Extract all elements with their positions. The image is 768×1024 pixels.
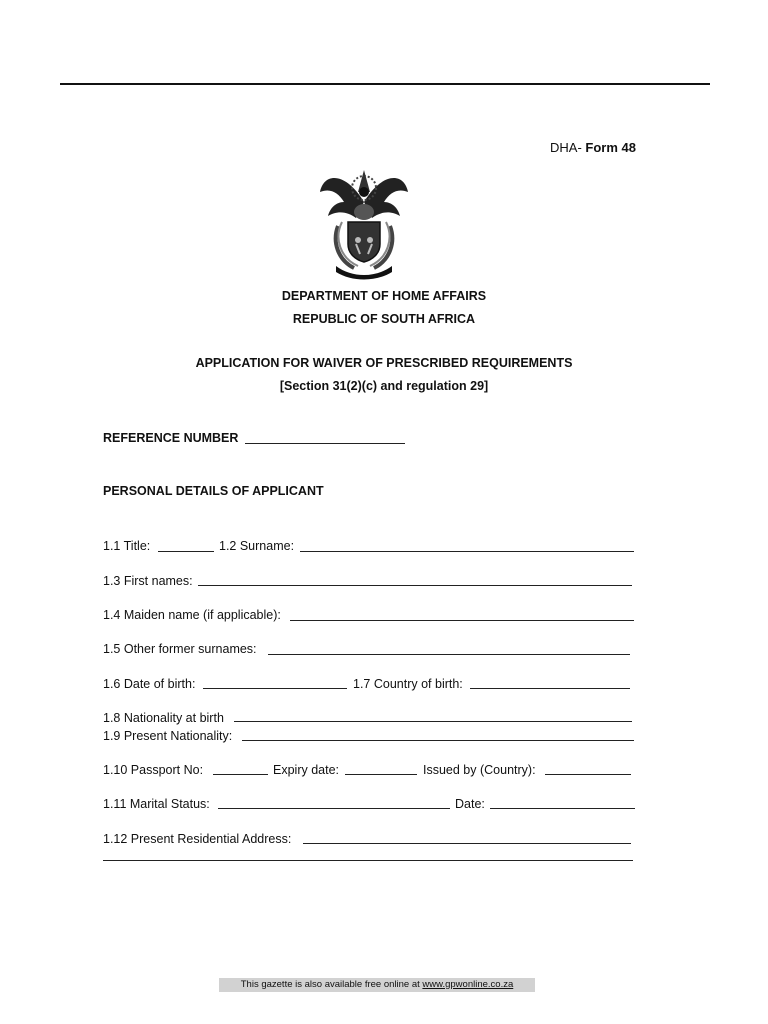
present-nationality-field[interactable] bbox=[242, 740, 634, 741]
residential-address-field[interactable] bbox=[303, 843, 631, 844]
top-rule bbox=[60, 83, 710, 85]
footer-text: This gazette is also available free online at bbox=[240, 979, 423, 990]
expiry-date-field[interactable] bbox=[345, 774, 417, 775]
maiden-name-label: 1.4 Maiden name (if applicable): bbox=[103, 608, 281, 622]
expiry-date-label: Expiry date: bbox=[273, 763, 340, 777]
department-heading: DEPARTMENT OF HOME AFFAIRS bbox=[281, 289, 487, 303]
form-number-prefix: DHA- bbox=[550, 140, 582, 155]
coat-of-arms-logo bbox=[316, 162, 412, 280]
surname-label: 1.2 Surname: bbox=[219, 539, 295, 553]
country-of-birth-field[interactable] bbox=[470, 688, 630, 689]
gazette-footer bbox=[219, 978, 535, 992]
date-field[interactable] bbox=[490, 808, 635, 809]
issued-by-field[interactable] bbox=[545, 774, 631, 775]
country-of-birth-label: 1.7 Country of birth: bbox=[353, 677, 463, 691]
surname-field[interactable] bbox=[300, 551, 634, 552]
personal-details-heading: PERSONAL DETAILS OF APPLICANT bbox=[103, 484, 324, 498]
date-of-birth-label: 1.6 Date of birth: bbox=[103, 677, 196, 691]
issued-by-label: Issued by (Country): bbox=[423, 763, 536, 777]
residential-address-label: 1.12 Present Residential Address: bbox=[103, 832, 292, 846]
maiden-name-field[interactable] bbox=[290, 620, 634, 621]
form-number-label: Form 48 bbox=[585, 140, 636, 155]
reference-number-field[interactable] bbox=[245, 443, 405, 444]
passport-no-field[interactable] bbox=[213, 774, 268, 775]
date-of-birth-field[interactable] bbox=[203, 688, 347, 689]
date-label: Date: bbox=[455, 797, 485, 811]
nationality-at-birth-field[interactable] bbox=[234, 721, 632, 722]
title-label: 1.1 Title: bbox=[103, 539, 151, 553]
first-names-label: 1.3 First names: bbox=[103, 574, 193, 588]
former-surnames-label: 1.5 Other former surnames: bbox=[103, 642, 257, 656]
form-title: APPLICATION FOR WAIVER OF PRESCRIBED REQUIREMENTS bbox=[195, 356, 573, 370]
title-field[interactable] bbox=[158, 551, 214, 552]
reference-number-label: REFERENCE NUMBER bbox=[103, 431, 239, 445]
marital-status-label: 1.11 Marital Status: bbox=[103, 797, 210, 811]
republic-heading: REPUBLIC OF SOUTH AFRICA bbox=[292, 312, 476, 326]
former-surnames-field[interactable] bbox=[268, 654, 630, 655]
form-subtitle: [Section 31(2)(c) and regulation 29] bbox=[279, 379, 489, 393]
nationality-at-birth-label: 1.8 Nationality at birth bbox=[103, 711, 224, 725]
residential-address-field-line-2[interactable] bbox=[103, 860, 633, 861]
passport-no-label: 1.10 Passport No: bbox=[103, 763, 204, 777]
gpwonline-link[interactable]: www.gpwonline.co.za bbox=[422, 979, 514, 990]
present-nationality-label: 1.9 Present Nationality: bbox=[103, 729, 233, 743]
form-number bbox=[550, 140, 636, 155]
marital-status-field[interactable] bbox=[218, 808, 450, 809]
first-names-field[interactable] bbox=[198, 585, 632, 586]
